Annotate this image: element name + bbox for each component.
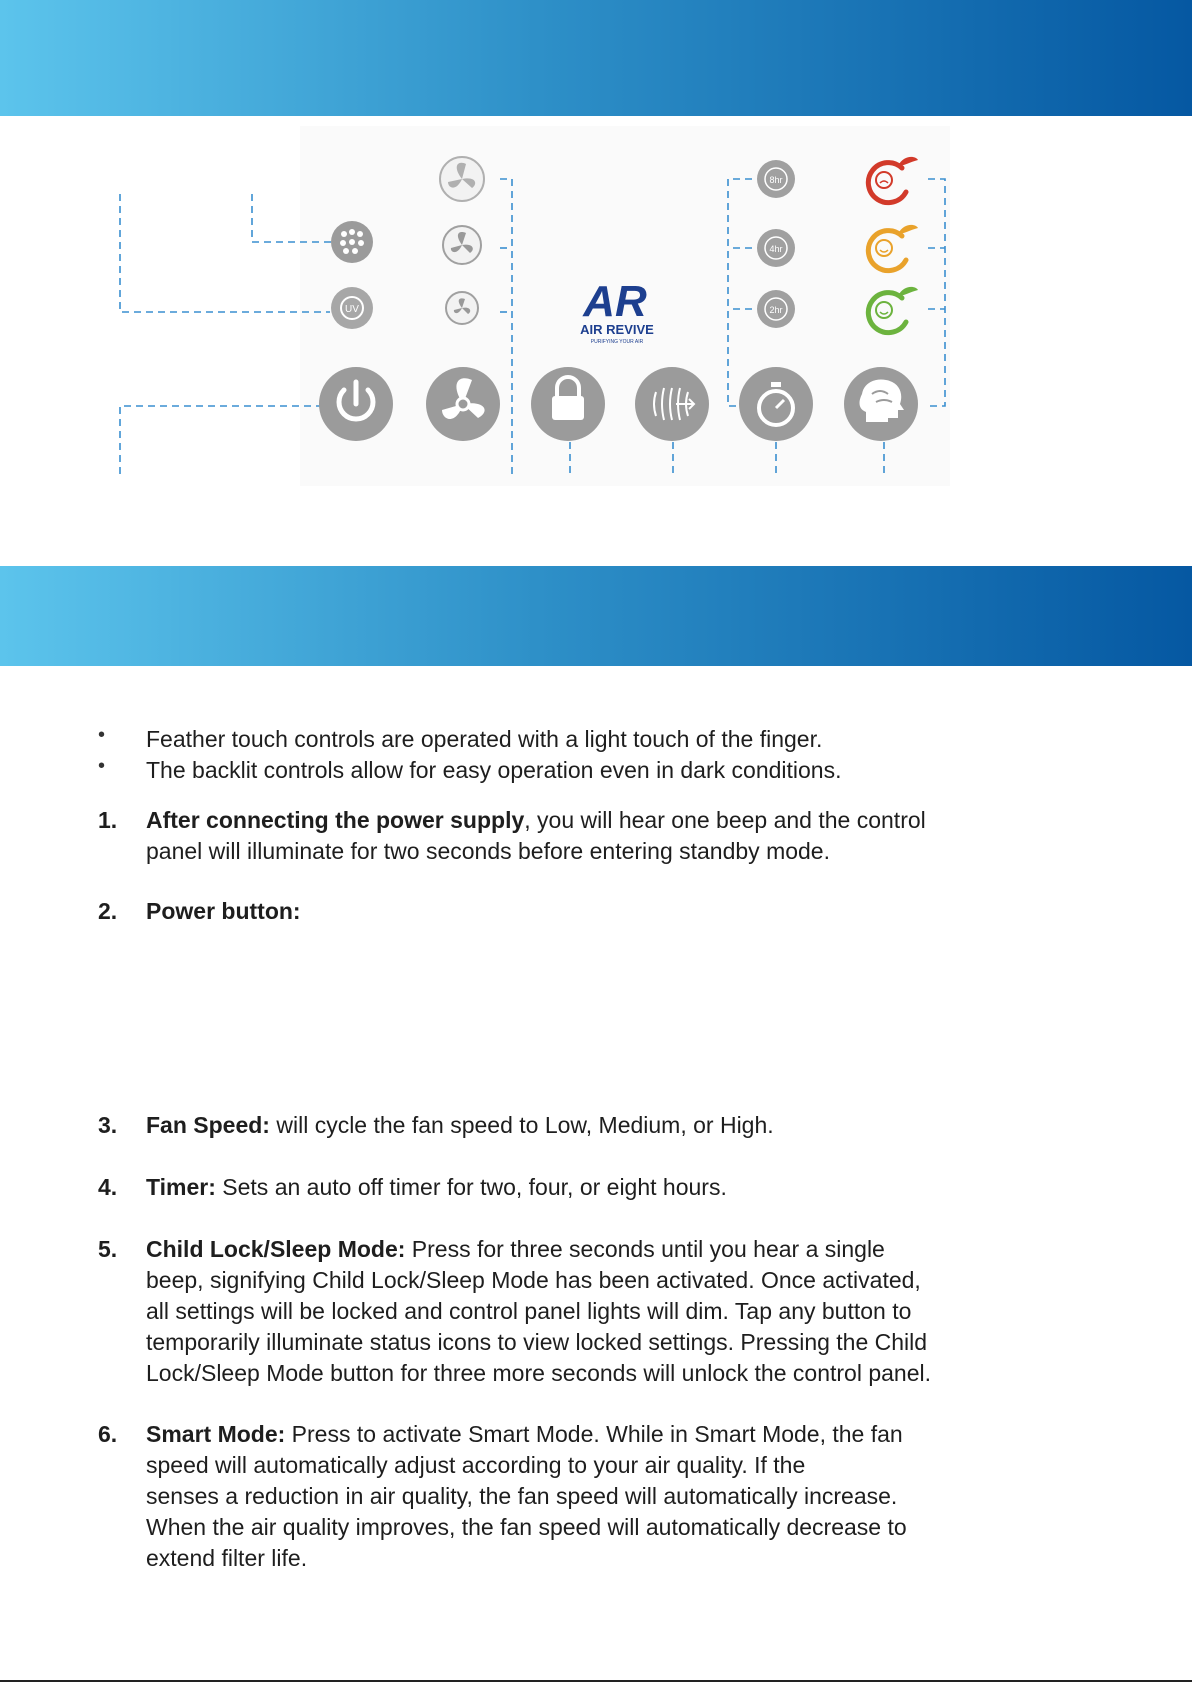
item-heading: After connecting the power supply	[146, 807, 525, 833]
item-number: 5.	[98, 1236, 118, 1262]
bullet-item: The backlit controls allow for easy operation even in dark conditions.	[146, 757, 842, 783]
item-text: senses a reduction in air quality, the fan speed will automatically increase.	[146, 1483, 898, 1509]
item-heading: Smart Mode:	[146, 1421, 286, 1447]
item-text: speed will automatically adjust according to your air quality. If the	[146, 1452, 806, 1478]
item-text: extend filter life.	[146, 1545, 308, 1571]
timer-4hr-indicator-icon	[757, 229, 795, 267]
timer-button[interactable]	[739, 367, 813, 441]
power-button[interactable]	[319, 367, 393, 441]
timer-8hr-indicator-icon	[757, 160, 795, 198]
list-item	[146, 806, 926, 834]
list-item	[146, 1173, 727, 1201]
svg-text:AIR REVIVE: AIR REVIVE	[580, 322, 654, 337]
uv-indicator-icon	[331, 287, 373, 329]
item-text: Press to activate Smart Mode. While in Smart Mode, the fan	[285, 1421, 903, 1447]
svg-text:2hr: 2hr	[769, 305, 783, 315]
item-number: 1.	[98, 807, 118, 833]
item-text: panel will illuminate for two seconds before entering standby mode.	[146, 838, 830, 864]
list-item	[146, 1111, 774, 1139]
fan-medium-indicator-icon	[443, 226, 481, 264]
top-header-band	[0, 0, 1192, 116]
item-heading: Timer:	[146, 1174, 216, 1200]
item-number: 3.	[98, 1112, 118, 1138]
smart-mode-button[interactable]	[844, 367, 918, 441]
list-item	[146, 1420, 903, 1448]
timer-2hr-indicator-icon	[757, 290, 795, 328]
svg-text:UV: UV	[345, 304, 359, 315]
bullet-dot: •	[98, 724, 106, 746]
list-item	[146, 1235, 885, 1263]
fan-high-indicator-icon	[440, 157, 484, 201]
item-heading: Fan Speed:	[146, 1112, 270, 1138]
svg-text:PURIFYING YOUR AIR: PURIFYING YOUR AIR	[590, 339, 644, 345]
svg-text:AR: AR	[583, 277, 647, 326]
item-number: 4.	[98, 1174, 118, 1200]
item-text: all settings will be locked and control panel lights will dim. Tap any button to	[146, 1298, 912, 1324]
child-lock-button[interactable]	[531, 367, 605, 441]
item-number: 6.	[98, 1421, 118, 1447]
item-heading: Child Lock/Sleep Mode:	[146, 1236, 406, 1262]
ionizer-button[interactable]	[635, 367, 709, 441]
item-text: temporarily illuminate status icons to view locked settings. Pressing the Child	[146, 1329, 928, 1355]
item-number: 2.	[98, 898, 118, 924]
control-panel-diagram	[0, 116, 1192, 566]
item-text: will cycle the fan speed to Low, Medium, or High.	[269, 1112, 774, 1138]
list-item	[146, 897, 301, 925]
item-text: Press for three seconds until you hear a single	[405, 1236, 885, 1262]
fan-speed-button[interactable]	[426, 367, 500, 441]
item-heading: Power button:	[146, 898, 301, 924]
item-text: beep, signifying Child Lock/Sleep Mode has been activated. Once activated,	[146, 1267, 921, 1293]
bullet-item: Feather touch controls are operated with a light touch of the finger.	[146, 726, 823, 752]
bullet-dot: •	[98, 755, 106, 777]
item-text: Lock/Sleep Mode button for three more seconds will unlock the control panel.	[146, 1360, 931, 1386]
filter-indicator-icon	[331, 221, 373, 263]
bottom-rule	[0, 1680, 1192, 1682]
svg-text:8hr: 8hr	[769, 175, 783, 185]
air-revive-logo	[580, 277, 654, 345]
item-text: When the air quality improves, the fan speed will automatically decrease to	[146, 1514, 907, 1540]
item-text: Sets an auto off timer for two, four, or eight hours.	[215, 1174, 727, 1200]
fan-low-indicator-icon	[446, 292, 478, 324]
svg-text:4hr: 4hr	[769, 244, 783, 254]
item-text: , you will hear one beep and the control	[524, 807, 926, 833]
section-header-band	[0, 566, 1192, 666]
